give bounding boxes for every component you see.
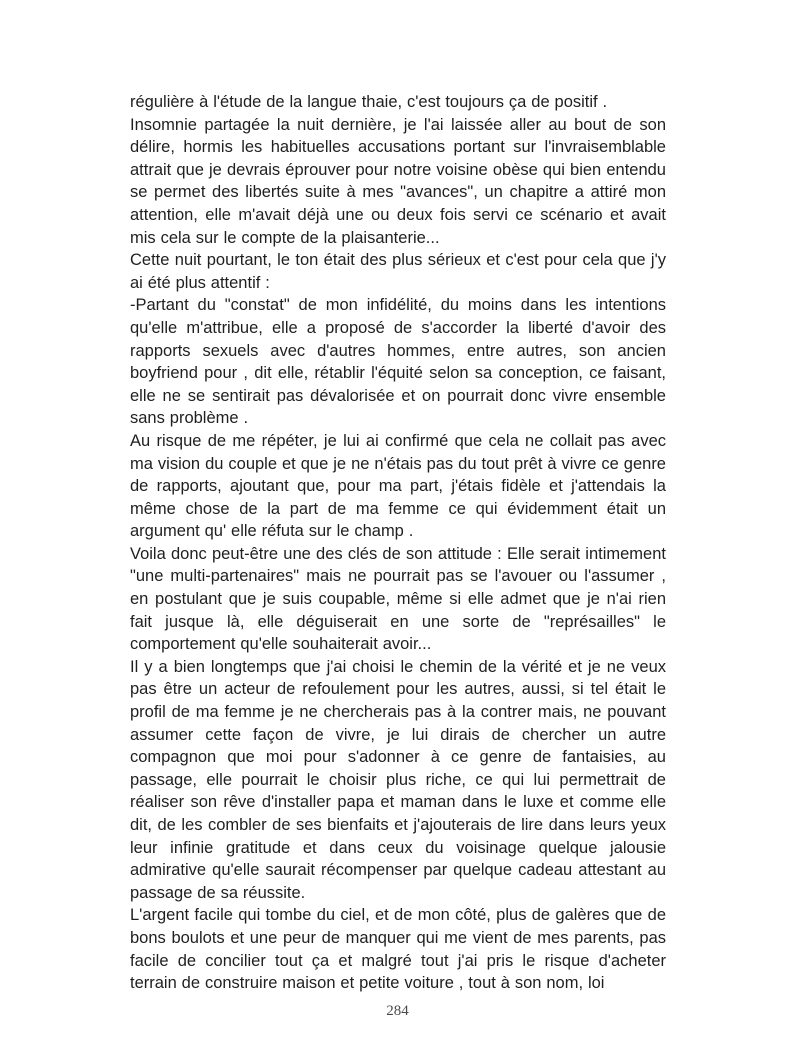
paragraph: Au risque de me répéter, je lui ai confirmé que cela ne collait pas avec ma vision du couple et que je ne n'étais pas du tout prêt à vivre ce genre de rapports, ajoutant que, pour ma part, j'étais fidèle et j'attendais la même chose de la part de ma femme ce qui évidemment était un argument qu' elle réfuta sur le champ .	[130, 431, 666, 541]
paragraph: Voila donc peut-être une des clés de son attitude : Elle serait intimement "une multi-partenaires" mais ne pourrait pas se l'avouer ou l'assumer , en postulant que je suis coupable, même si elle admet que je n'ai rien fait jusque là, elle déguiserait en une sorte de "représailles" le comportement qu'elle souhaiterait avoir...	[130, 544, 666, 654]
paragraph: régulière à l'étude de la langue thaie, c'est toujours ça de positif .	[130, 93, 608, 111]
page-number: 284	[386, 1003, 409, 1019]
paragraph: L'argent facile qui tombe du ciel, et de mon côté, plus de galères que de bons boulots et une peur de manquer qui me vient de mes parents, pas facile de concilier tout ça et malgré tout j'ai pris le risque d'acheter terrain de construire maison et petite voiture , tout à son nom, loi	[130, 906, 666, 993]
paragraph: Cette nuit pourtant, le ton était des plus sérieux et c'est pour cela que j'y ai été plus attentif :	[130, 251, 666, 292]
text-block	[130, 91, 666, 995]
paragraph: Insomnie partagée la nuit dernière, je l'ai laissée aller au bout de son délire, hormis les habituelles accusations portant sur l'invraisemblable attrait que je devrais éprouver pour notre voisine obèse qui bien entendu se permet des libertés suite à mes "avances", un chapitre a attiré mon attention, elle m'avait déjà une ou deux fois servi ce scénario et avait mis cela sur le compte de la plaisanterie...	[130, 115, 666, 247]
paragraph: -Partant du "constat" de mon infidélité, du moins dans les intentions qu'elle m'attribue, elle a proposé de s'accorder la liberté d'avoir des rapports sexuels avec d'autres hommes, entre autres, son ancien boyfriend pour , dit elle, rétablir l'équité selon sa conception, ce faisant, elle ne se sentirait pas dévalorisée et on pourrait donc vivre ensemble sans problème .	[130, 296, 666, 428]
paragraph: Il y a bien longtemps que j'ai choisi le chemin de la vérité et je ne veux pas être un acteur de refoulement pour les autres, aussi, si tel était le profil de ma femme je ne chercherais pas à la contrer mais, ne pouvant assumer cette façon de vivre, je lui dirais de chercher un autre compagnon que moi pour s'adonner à ce genre de fantaisies, au passage, elle pourrait le choisir plus riche, ce qui lui permettrait de réaliser son rêve d'installer papa et maman dans le luxe et comme elle dit, de les combler de ses bienfaits et j'ajouterais de lire dans leurs yeux leur infinie gratitude et dans ceux du voisinage quelque jalousie admirative qu'elle saurait récompenser par quelque cadeau attestant au passage de sa réussite.	[130, 657, 666, 902]
